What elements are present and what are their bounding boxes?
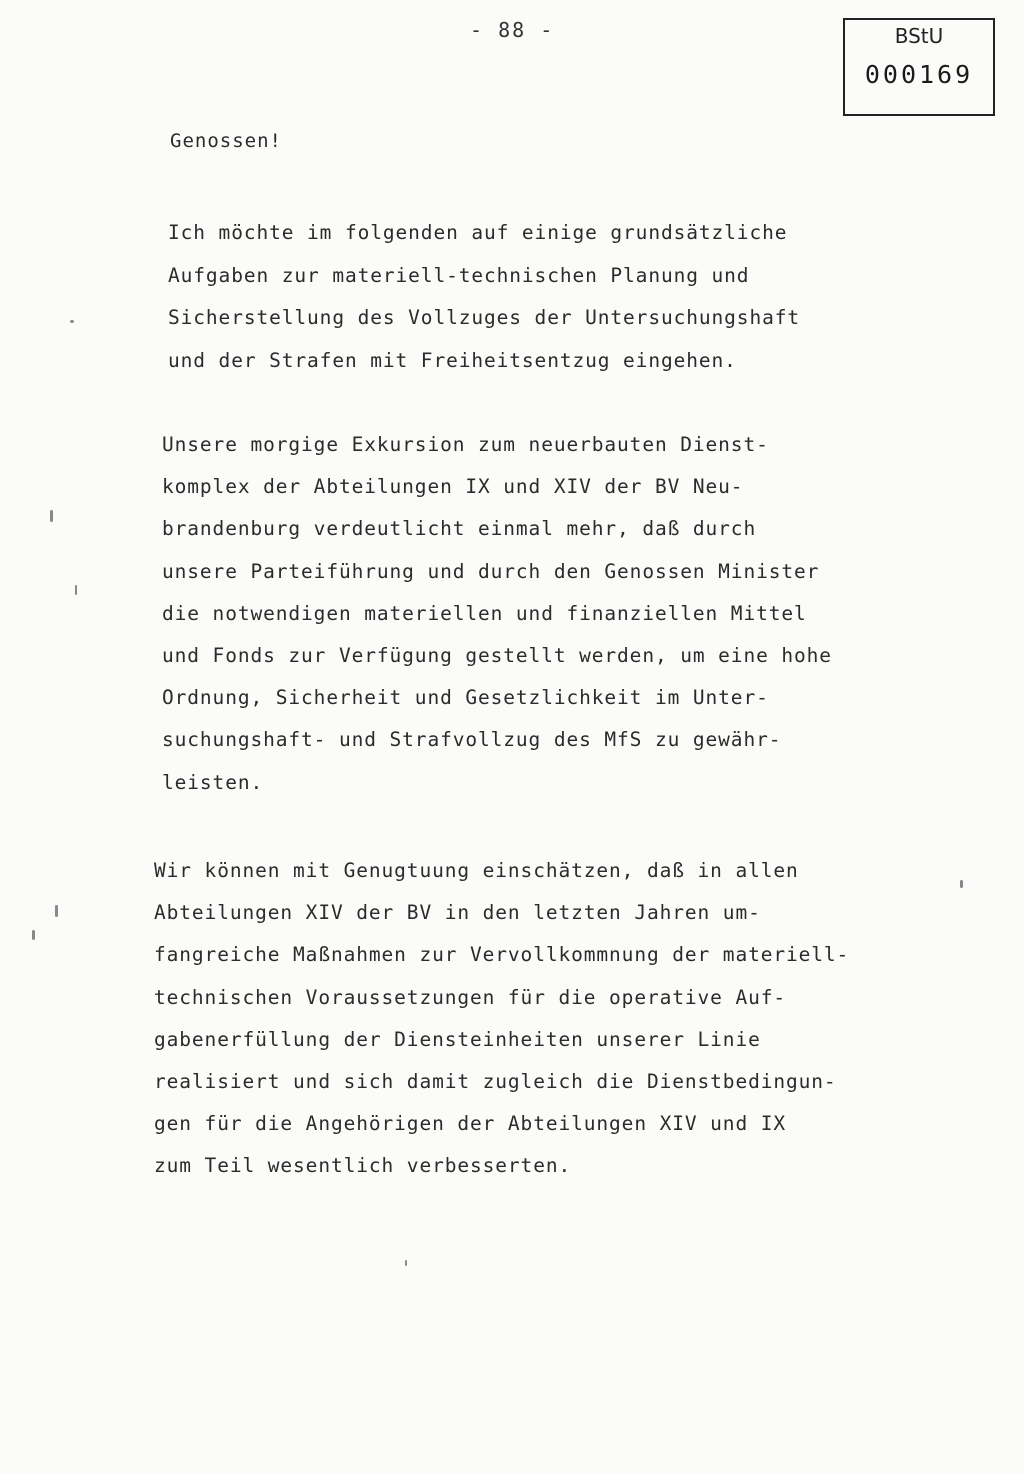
paragraph-line: leisten.: [162, 770, 264, 794]
paragraph-line: Abteilungen XIV der BV in den letzten Jahren um-: [154, 901, 761, 925]
paragraph-line: Ich möchte im folgenden auf einige grundsätzliche: [168, 221, 788, 244]
paragraph-3: [154, 850, 849, 1188]
archive-stamp: [843, 18, 995, 116]
paragraph-line: suchungshaft- und Strafvollzug des MfS zu gewähr-: [162, 728, 782, 752]
paragraph-line: Sicherstellung des Vollzuges der Untersuchungshaft: [168, 306, 800, 329]
paragraph-line: Wir können mit Genugtuung einschätzen, daß in allen: [154, 859, 799, 882]
paragraph-line: gabenerfüllung der Diensteinheiten unserer Linie: [154, 1027, 761, 1051]
scan-speck: [70, 320, 74, 323]
paragraph-line: zum Teil wesentlich verbesserten.: [154, 1154, 572, 1178]
page-number: - 88 -: [470, 18, 555, 42]
paragraph-line: und Fonds zur Verfügung gestellt werden, um eine hohe: [162, 644, 832, 668]
stamp-label: BStU: [894, 24, 944, 48]
paragraph-line: komplex der Abteilungen IX und XIV der BV Neu-: [162, 475, 744, 499]
scan-speck: [32, 930, 35, 940]
paragraph-line: realisiert und sich damit zugleich die Dienstbedingun-: [154, 1070, 837, 1094]
paragraph-line: technischen Voraussetzungen für die operative Auf-: [154, 985, 786, 1009]
paragraph-1: [168, 212, 800, 382]
paragraph-line: gen für die Angehörigen der Abteilungen XIV und IX: [154, 1112, 786, 1136]
paragraph-2: [162, 424, 832, 804]
salutation: Genossen!: [170, 130, 282, 152]
paragraph-line: fangreiche Maßnahmen zur Vervollkommnung der materiell-: [154, 943, 850, 967]
scan-speck: [55, 905, 58, 917]
paragraph-line: und der Strafen mit Freiheitsentzug eingehen.: [168, 348, 737, 372]
scan-speck: [960, 880, 963, 888]
scan-speck: [50, 510, 53, 522]
paragraph-line: brandenburg verdeutlicht einmal mehr, daß durch: [162, 517, 757, 541]
paragraph-line: Unsere morgige Exkursion zum neuerbauten Dienst-: [162, 433, 769, 456]
paragraph-line: die notwendigen materiellen und finanziellen Mittel: [162, 601, 807, 625]
scan-speck: [75, 585, 77, 595]
scan-speck: [405, 1260, 407, 1266]
stamp-number: 000169: [864, 60, 974, 89]
paragraph-line: Aufgaben zur materiell-technischen Planung und: [168, 263, 750, 287]
paragraph-line: Ordnung, Sicherheit und Gesetzlichkeit im Unter-: [162, 686, 769, 710]
paragraph-line: unsere Parteiführung und durch den Genossen Minister: [162, 559, 820, 583]
